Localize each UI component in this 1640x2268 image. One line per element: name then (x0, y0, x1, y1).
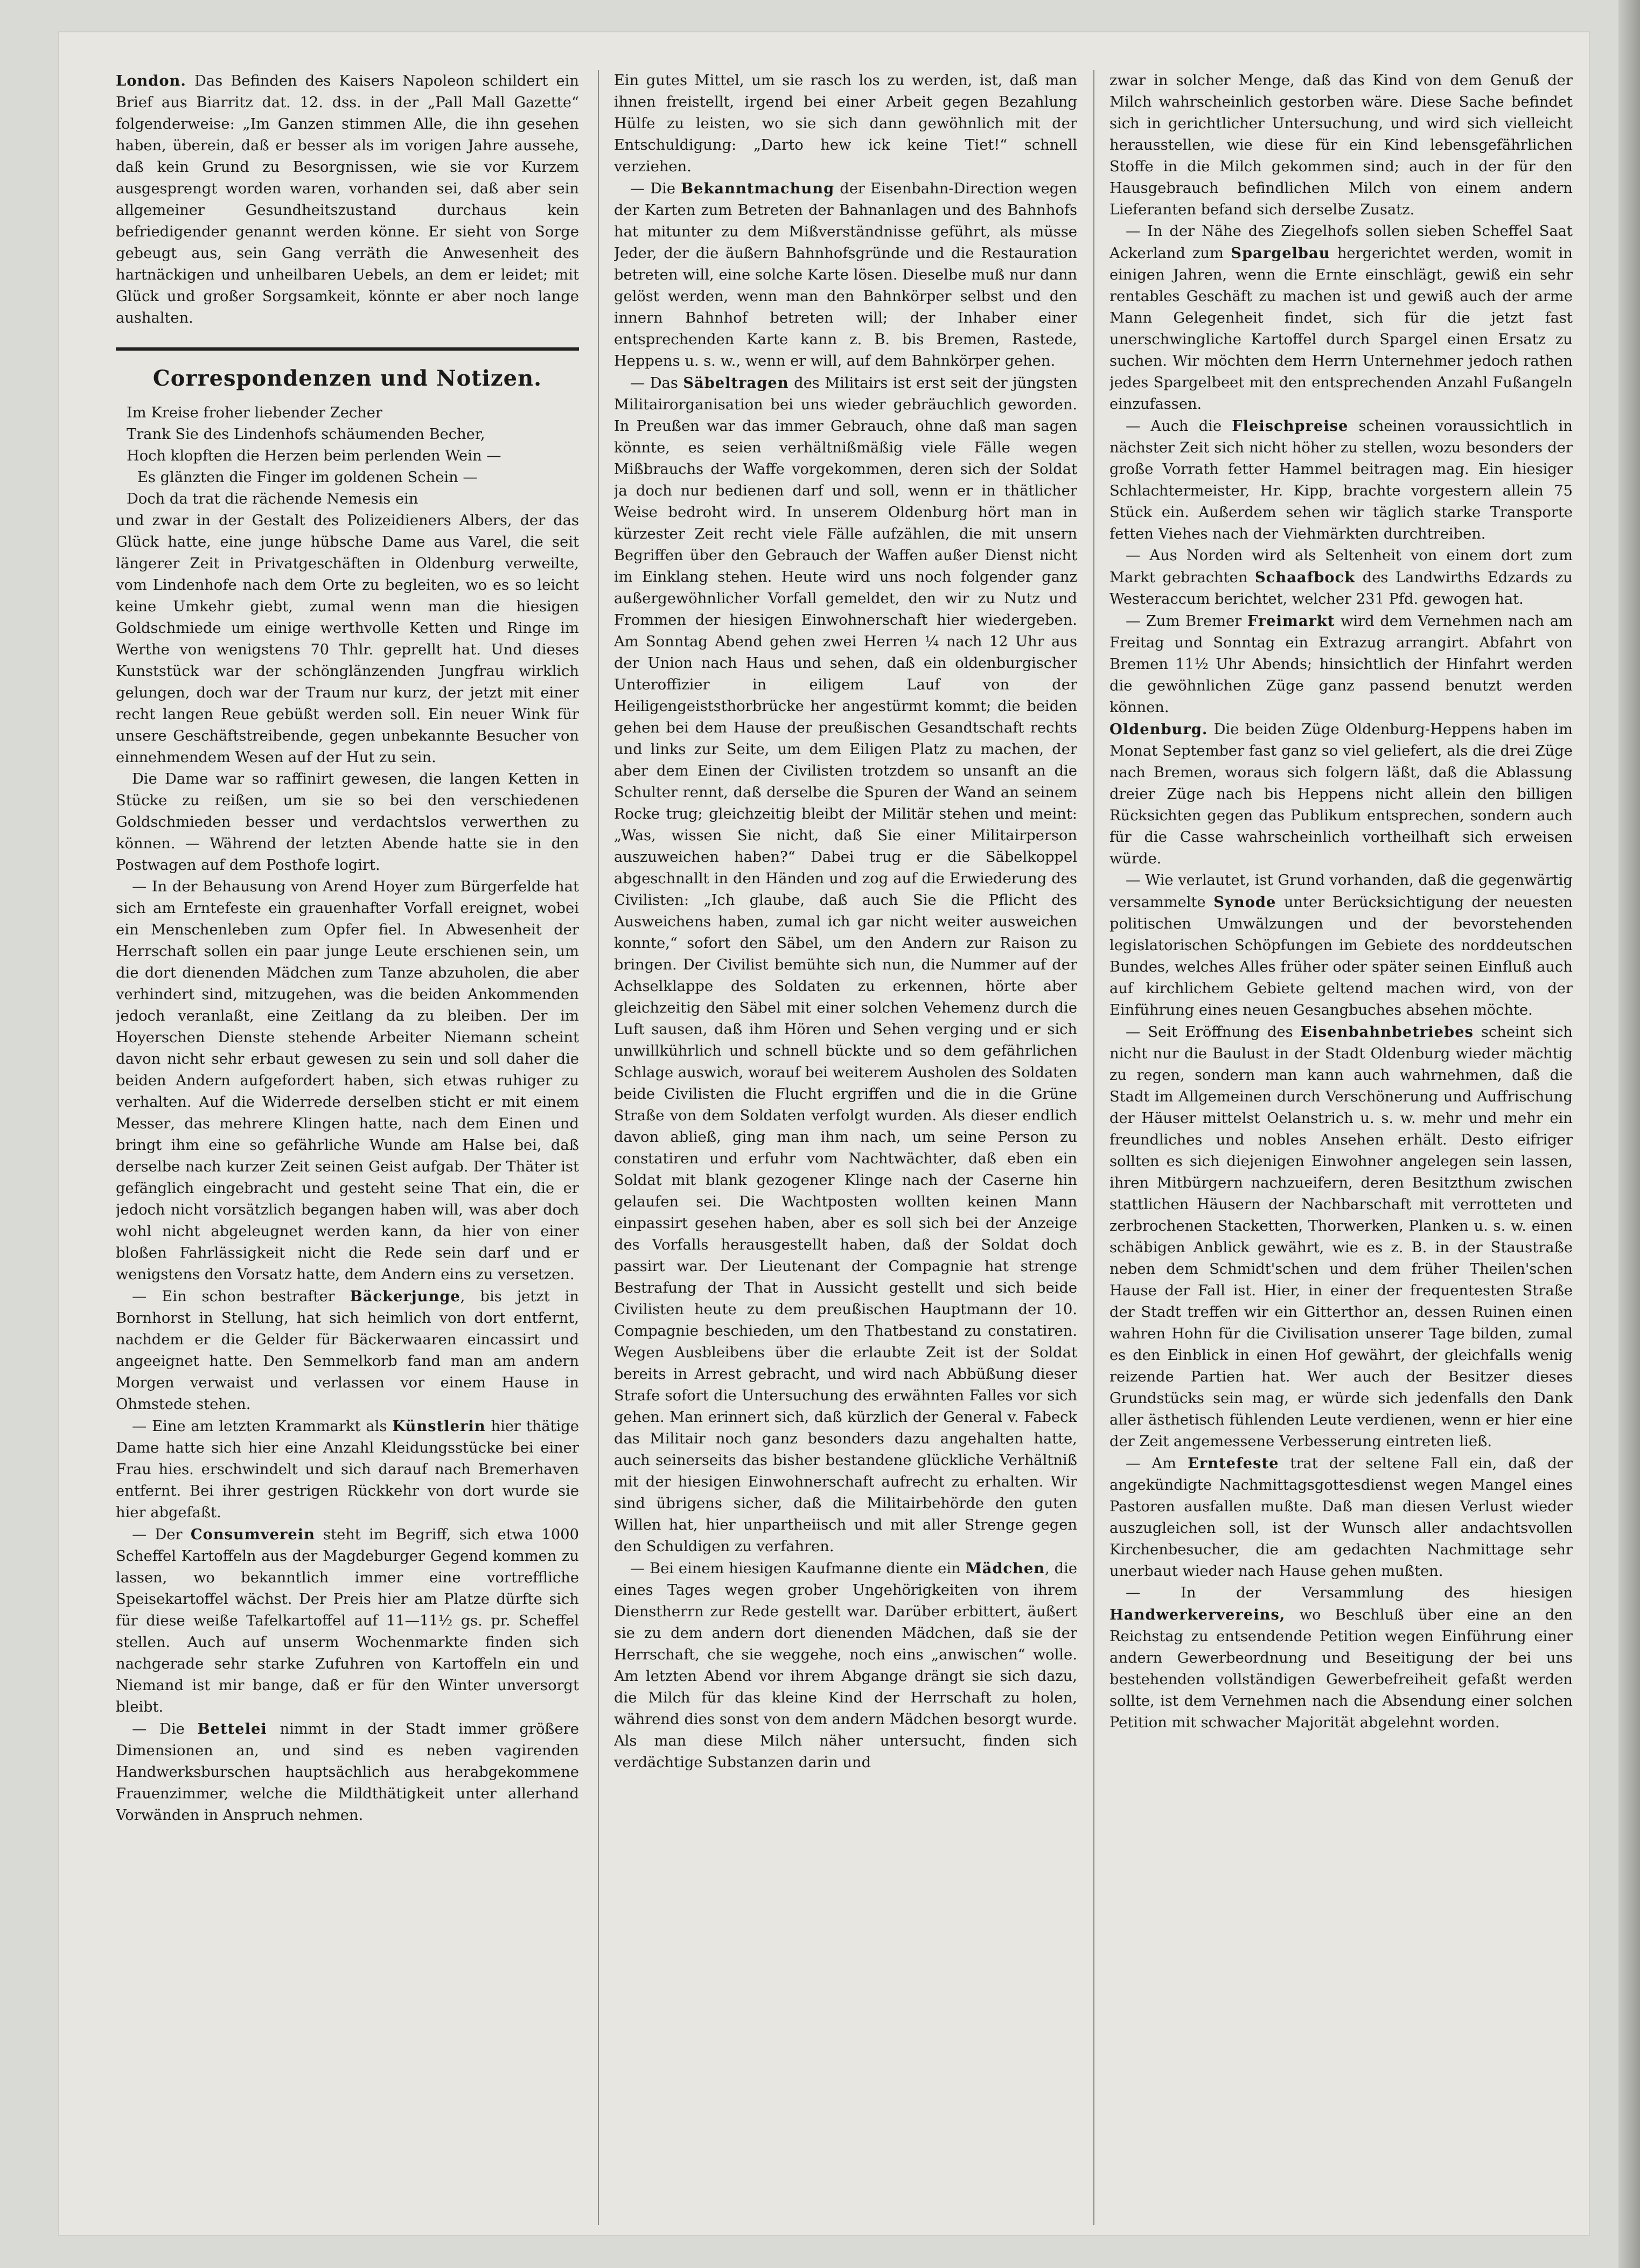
text-run: — Am (1126, 1455, 1176, 1472)
text-run: — Auch die (1126, 418, 1222, 435)
page-edge (1618, 0, 1640, 2268)
text-run: nimmt in der Stadt immer größere Dimensionen an, und sind es neben vagirenden Handwerksburschen hauptsächlich aus herabgekommene Frauenzimmer, welche die Mildthätigkeit unter allerhand Vorwänden in Anspruch nehmen. (116, 1721, 579, 1824)
text-run: unter Berücksichtigung der neuesten politischen Umwälzungen und der bevorstehenden legislatorischen Schöpfungen im Gebiete des norddeutschen Bundes, welches Alles früher oder später seinen Einfluß auch auf kirchlichem Gebiete geltend machen wird, von der Einführung eines neuen Gesangbuches absehen möchte. (1109, 894, 1573, 1018)
poem-line: Trank Sie des Lindenhofs schäumenden Becher, (127, 426, 485, 443)
article-paragraph (1109, 221, 1573, 415)
article-keyword: Bettelei (197, 1720, 267, 1737)
article-keyword: Fleischpreise (1232, 417, 1349, 435)
article-paragraph (614, 178, 1077, 372)
article-keyword: Schaafbock (1255, 569, 1356, 586)
text-run: trat der seltene Fall ein, daß der angekündigte Nachmittagsgottesdienst wegen Mangel eines Pastoren ausfallen mußte. Daß man diesen Verlust wieder auszugleichen soll, ist der Wunsch aller andachtsvollen Kirchenbesucher, die am gedachten Nachmittage sehr unerbaut wieder nach Hause gehen mußten. (1109, 1455, 1573, 1580)
poem-line: Hoch klopften die Herzen beim perlenden Wein — (127, 448, 501, 464)
text-run: des Militairs ist erst seit der jüngsten Militairorganisation bei uns wieder gebräuchlich geworden. In Preußen war das immer Gebrauch, ohne daß man sagen könnte, es seien verhältnißmäßig viele Fälle wegen Mißbrauchs der Waffe vorgekommen, deren sich der Soldat ja doch nur bedienen darf und soll, wenn er in thätlicher Weise bedroht wird. In unserem Oldenburg hört man in kürzester Zeit recht viele Fälle aufzählen, die mit unsern Begriffen über den Gebrauch der Waffen außer Dienst nicht im Einklang stehen. Heute wird uns noch folgender ganz außergewöhnlicher Vorfall gemeldet, den wir zu Nutz und Frommen der hiesigen Einwohnerschaft hier wiedergeben. Am Sonntag Abend gehen zwei Herren ¼ nach 12 Uhr aus der Union nach Haus und sehen, daß ein oldenburgischer Unteroffizier in eiligem Lauf von der Heiligengeiststhorbrücke her angestürmt kommt; die beiden gehen bei dem Hause der preußischen Gesandtschaft rechts und links zur Seite, um dem Eiligen Platz zu machen, der aber dem Einen der Civilisten trotzdem so unsanft an die Schulter rennt, daß derselbe die Spuren der Wand an seinem Rocke trug; gleichzeitig bleibt der Militär stehen und meint: „Was, wissen Sie nicht, daß Sie einer Militairperson auszuweichen haben?“ Dabei trug er die Säbelkoppel abgeschnallt in den Händen und zog auf die Erwiederung des Civilisten: „Ich glaube, daß auch Sie die Pflicht des Ausweichens haben, zumal ich gar nicht weiter ausweichen konnte,“ sofort den Säbel, um den Andern zur Raison zu bringen. Der Civilist bemühte sich nun, die Nummer auf der Achselklappe des Soldaten zu erkennen, hörte aber gleichzeitig den Säbel mit einer solchen Vehemenz durch die Luft sausen, daß ihm Hören und Sehen verging und er sich unwillkührlich und schnell bückte und so dem gefährlichen Schlage auswich, worauf bei weiterem Ausholen des Soldaten beide Civilisten die Flucht ergriffen und die in die Grüne Straße von dem Soldaten verfolgt wurden. Als dieser endlich davon abließ, ging man ihm nach, um seine Person zu constatiren und erfuhr vom Nachtwächter, daß eben ein Soldat mit blank gezogener Klinge nach der Caserne hin gelaufen sei. Die Wachtposten wollten keinen Mann einpassirt gesehen haben, aber es soll sich bei der Anzeige des Vorfalls herausgestellt haben, daß der Soldat doch passirt war. Der Lieutenant der Compagnie hat strenge Bestrafung der That in Aussicht gestellt und sich beide Civilisten heute zu dem preußischen Hauptmann der 10. Compagnie beschieden, um den Thatbestand zu constatiren. Wegen Ausbleibens über die erlaubte Zeit ist der Soldat bereits in Arrest gebracht, und wird nach Abbüßung dieser Strafe sofort die Untersuchung des erwähnten Falles vor sich gehen. Man erinnert sich, daß kürzlich der General v. Fabeck das Militair noch ganz besonders dazu angehalten hatte, auch seinerseits das bisher bestandene glückliche Verhältniß mit der hiesigen Einwohnerschaft aufrecht zu erhalten. Wir sind übrigens sicher, daß die Militairbehörde den guten Willen hat, hier unpartheiisch und mit aller Strenge gegen den Schuldigen zu verfahren. (614, 375, 1077, 1555)
text-run: — Die (132, 1721, 185, 1737)
text-run: Die beiden Züge Oldenburg-Heppens haben im Monat September fast ganz so viel geliefert, als die drei Züge nach Bremen, woraus sich folgern läßt, daß die Ablassung dreier Züge nach bis Heppens nicht allein den billigen Rücksichten gegen das Publikum entsprechen, sondern auch für die Casse wahrscheinlich vortheilhaft sich erweisen würde. (1109, 721, 1573, 867)
article-keyword: Erntefeste (1187, 1455, 1279, 1472)
poem (116, 402, 579, 510)
article-keyword: Freimarkt (1247, 612, 1335, 630)
text-run: wo Beschluß über eine an den Reichstag zu entsendende Petition wegen Einführung einer andern Gewerbeordnung und Beseitigung der bei uns bestehenden vollständigen Gewerbefreiheit gefaßt werden sollte, ist dem Vernehmen nach die Absendung einer solchen Petition mit schwacher Majorität abgelehnt worden. (1109, 1607, 1573, 1731)
text-run: des Landwirths Edzards zu Westeraccum berichtet, welcher 231 Pfd. gewogen hat. (1109, 569, 1573, 608)
article-keyword: Handwerkervereins, (1109, 1606, 1286, 1623)
poem-line: Im Kreise froher liebender Zecher (127, 404, 382, 421)
text-run: scheinen voraussichtlich in nächster Zeit sich nicht höher zu stellen, wozu besonders der große Vorrath fetter Hammel beitragen mag. Ein hiesiger Schlachtermeister, Hr. Kipp, brachte vorgestern allein 75 Stück ein. Außerdem sehen wir täglich starke Transporte fetten Viehes nach der Viehmärkten durchtreiben. (1109, 418, 1573, 542)
column-divider (598, 70, 599, 2225)
article-paragraph: zwar in solcher Menge, daß das Kind von dem Genuß der Milch wahrscheinlich gestorben wäre. Diese Sache befindet sich in gerichtlicher Untersuchung, und wird sich vielleicht herausstellen, wie diese für ein Kind lebensgefährlichen Stoffe in die Milch gekommen sind; auch in der für den Hausgebrauch befindlichen Milch von einem andern Lieferanten befand sich derselbe Zusatz. (1109, 72, 1573, 218)
article-paragraph (1109, 610, 1573, 718)
article-paragraph (614, 372, 1077, 1558)
text-run: — Zum Bremer (1126, 613, 1242, 630)
article-paragraph: und zwar in der Gestalt des Polizeidieners Albers, der das Glück hatte, eine junge hübsche Dame aus Varel, die seit längerer Zeit in Privatgeschäften in Oldenburg verweilte, vom Lindenhofe nach dem Orte zu begleiten, wo es so leicht keine Umkehr giebt, zumal wenn man die hiesigen Goldschmiede um einige werthvolle Ketten und Ringe im Werthe von wenigstens 70 Thlr. geprellt hat. Und dieses Kunststück war der schönglänzenden Jungfrau wirklich gelungen, doch war der Traum nur kurz, der jetzt mit einer recht langen Reue gebüßt werden soll. Ein neuer Wink für unsere Geschäftstreibende, gegen unbekannte Besucher von einnehmendem Wesen auf der Hut zu sein. (116, 512, 579, 766)
article-paragraph (1109, 870, 1573, 1021)
article-paragraph (116, 1415, 579, 1524)
text-run: hier thätige Dame hatte sich hier eine Anzahl Kleidungsstücke bei einer Frau hies. erschwindelt und sich darauf nach Bremerhaven entfernt. Bei ihrer gestrigen Rückkehr von dort wurde sie hier abgefaßt. (116, 1418, 579, 1521)
article-keyword: Säbeltragen (683, 374, 789, 392)
text-run: — In der Nähe des Ziegelhofs sollen sieben Scheffel Saat Ackerland zum (1109, 223, 1573, 262)
article-paragraph (614, 1558, 1077, 1774)
article-keyword: Spargelbau (1231, 245, 1330, 262)
text-run: — Aus Norden wird als Seltenheit von einem dort zum Markt gebrachten (1109, 547, 1573, 586)
article-paragraph (1109, 1582, 1573, 1734)
article-keyword: Bekanntmachung (681, 180, 835, 197)
article-paragraph (116, 1286, 579, 1415)
text-run: — Der (132, 1526, 183, 1543)
article-keyword: Künstlerin (392, 1418, 486, 1435)
text-run: — Das (630, 375, 678, 392)
text-run: — Ein schon bestrafter (132, 1288, 335, 1305)
text-run: — Wie verlautet, ist Grund vorhanden, daß die gegenwärtig versammelte (1109, 872, 1573, 911)
section-heading: Correspondenzen und Notizen. (152, 366, 542, 391)
poem-line: Doch da trat die rächende Nemesis ein (127, 491, 418, 507)
text-run: der Eisenbahn-Direction wegen der Karten zum Betreten der Bahnanlagen und des Bahnhofs hat mitunter zu dem Mißverständnisse geführt, als müsse Jeder, der die äußern Bahnhofsgründe und die Restauration betreten will, eine solche Karte lösen. Dieselbe muß nur dann gelöst werden, wenn man den Bahnkörper selbst und den innern Bahnhof betreten will; der Inhaber einer entsprechenden Karte kann z. B. bis Bremen, Rastede, Heppens u. s. w., wenn er will, auf dem Bahnkörper gehen. (614, 180, 1077, 369)
article-paragraph: Ein gutes Mittel, um sie rasch los zu werden, ist, daß man ihnen freistellt, irgend bei einer Arbeit gegen Bezahlung Hülfe zu leisten, wo sie sich dann gewöhnlich mit der Entschuldigung: „Darto hew ick keine Tiet!“ schnell verziehen. (614, 72, 1077, 175)
text-run: — Bei einem hiesigen Kaufmanne diente ein (630, 1560, 961, 1577)
column-divider (1093, 70, 1094, 2225)
text-run: — Die (630, 180, 676, 197)
article-keyword: London. (116, 72, 186, 89)
text-run: wird dem Vernehmen nach am Freitag und Sonntag ein Extrazug arrangirt. Abfahrt von Bremen 11½ Uhr Abends; hinsichtlich der Hinfahrt werden die gewöhnlichen Züge ganz passend benutzt werden können. (1109, 613, 1573, 716)
article-paragraph (1109, 1021, 1573, 1453)
article-paragraph (1109, 718, 1573, 870)
article-paragraph: — In der Behausung von Arend Hoyer zum Bürgerfelde hat sich am Erntefeste ein grauenhafter Vorfall ereignet, wobei ein Menschenleben zum Opfer fiel. In Abwesenheit der Herrschaft sollen ein paar junge Leute erschienen sein, um die dort dienenden Mädchen zum Tanze abzuholen, die aber verhindert sind, mitzugehen, was die beiden Ankommenden jedoch veranlaßt, eine Zeitlang da zu bleiben. Der im Hoyerschen Dienste stehende Arbeiter Niemann scheint davon nicht sehr erbaut gewesen zu sein und soll daher die beiden Andern aufgefordert haben, sich etwas ruhiger zu verhalten. Auf die Widerrede derselben sticht er mit einem Messer‚ das mehrere Klingen hatte, nach dem Einen und bringt ihm eine so gefährliche Wunde am Halse bei, daß derselbe nach kurzer Zeit seinen Geist aufgab. Der Thäter ist gefänglich eingebracht und gesteht seine That ein, die er jedoch nicht vorsätzlich begangen haben will, was aber doch wohl nicht abgeleugnet werden kann, da hier von einer bloßen Fahrlässigkeit nicht die Rede sein darf und er wenigstens den Vorsatz hatte, dem Andern eins zu versetzen. (116, 878, 579, 1283)
text-run: , die eines Tages wegen grober Ungehörigkeiten von ihrem Dienstherrn zur Rede gestellt war. Darüber erbittert, äußert sie zu dem andern dort dienenden Mädchen, daß sie der Herrschaft, che sie weggehe, noch eins „anwischen“ wolle. Am letzten Abend vor ihrem Abgange drängt sie sich dazu, die Milch für das kleine Kind der Herrschaft zu holen, während dies sonst von dem andern Mädchen besorgt wurde. Als man diese Milch näher untersucht, finden sich verdächtige Substanzen darin und (614, 1560, 1077, 1771)
article-paragraph (1109, 415, 1573, 545)
poem-line: Es glänzten die Finger im goldenen Schein — (137, 469, 478, 486)
article-paragraph: Die Dame war so raffinirt gewesen, die langen Ketten in Stücke zu reißen, um sie so bei den verschiedenen Goldschmieden besser und verdachtslos verwerthen zu können. — Während der letzten Abende hatte sie in den Postwagen auf dem Posthofe logirt. (116, 771, 579, 874)
article-paragraph (1109, 1453, 1573, 1582)
article-text: Das Befinden des Kaisers Napoleon schildert ein Brief aus Biarritz dat. 12. dss. in der „Pall Mall Gazette“ folgenderweise: „Im Ganzen stimmen Alle, die ihn gesehen haben, überein, daß er besser als im vorigen Jahre aussehe, daß kein Grund zu Besorgnissen, wie sie vor Kurzem ausgesprengt worden waren, vorhanden sei, daß aber sein allgemeiner Gesundheitszustand durchaus kein befriedigender genannt werden könne. Er sieht von Sorge gebeugt aus, sein Gang verräth die Anwesenheit des hartnäckigen und unheilbaren Uebels, an dem er leidet; mit Glück und großer Sorgsamkeit, könnte er aber noch lange aushalten. (116, 73, 579, 326)
article-paragraph (116, 1718, 579, 1826)
text-run: , bis jetzt in Bornhorst in Stellung, hat sich heimlich von dort entfernt, nachdem er die Gelder für Bäckerwaaren eincassirt und angeeignet hatte. Den Semmelkorb fand man am andern Morgen verwaist und verlassen vor einem Hause in Ohmstede stehen. (116, 1288, 579, 1413)
section-rule (116, 347, 579, 351)
article-keyword: Eisenbahnbetriebes (1300, 1023, 1474, 1041)
text-run: scheint sich nicht nur die Baulust in der Stadt Oldenburg wieder mächtig zu regen, sondern man kann auch wahrnehmen, daß die Stadt im Allgemeinen durch Verschönerung und Auffrischung der Häuser mittelst Oelanstrich u. s. w. mehr und mehr ein freundliches und nobles Ansehen erhält. Desto eifriger sollten es sich diejenigen Einwohner angelegen sein lassen, ihren Mitbürgern nachzueifern, deren Besitzthum zwischen stattlichen Häusern der Nachbarschaft mit verrotteten und zerbrochenen Stacketten, Thorwerken, Planken u. s. w. einen schäbigen Anblick gewährt, wie es z. B. in der Staustraße neben dem Schmidt'schen und dem früher Theilen'schen Hause der Fall ist. Hier, in einer der frequentesten Straße der Stadt treffen wir ein Gitterthor an, dessen Ruinen einen wahren Hohn für die Civilisation unserer Tage bilden, zumal es den Einblick in einen Hof gewährt, der gleichfalls wenig reizende Partien hat. Wer auch der Besitzer dieses Grundstücks sein mag, er würde sich jedenfalls den Dank aller ästhetisch fühlenden Leute verdienen, wenn er hier eine der Zeit angemessene Verbesserung eintreten ließ. (1109, 1024, 1573, 1450)
column-3 (1109, 70, 1573, 2225)
article-keyword: Bäckerjunge (350, 1288, 460, 1305)
article-paragraph (1109, 545, 1573, 610)
article-keyword: Consumverein (190, 1526, 315, 1543)
article-london (116, 70, 579, 329)
column-1 (116, 70, 579, 2225)
article-keyword: Mädchen (965, 1560, 1045, 1577)
article-paragraph (116, 1524, 579, 1718)
text-run: hergerichtet werden, womit in einigen Jahren, wenn die Ernte einschlägt, gewiß ein sehr rentables Geschäft zu machen ist und gewiß auch der arme Mann Gelegenheit findet, sich für die jetzt fast unerschwingliche Kartoffel durch Spargel einen Ersatz zu suchen. Wir möchten dem Herrn Unternehmer jedoch rathen jedes Spargelbeet mit den entsprechenden Anzahl Fußangeln einzufassen. (1109, 245, 1573, 413)
text-run: — Seit Eröffnung des (1126, 1024, 1293, 1041)
column-2 (614, 70, 1077, 2225)
text-run: — Eine am letzten Krammarkt als (132, 1418, 387, 1435)
text-run: steht im Begriff, sich etwa 1000 Scheffel Kartoffeln aus der Magdeburger Gegend kommen zu lassen, wo bekanntlich immer eine vortreffliche Speisekartoffel wächst. Der Preis hier am Platze dürfte sich für diese weiße Tafelkartoffel auf 11—11½ gs. pr. Scheffel stellen. Auch auf unserm Wochenmarkte finden sich nachgerade sehr starke Zufuhren von Kartoffeln ein und Niemand ist mir bange, daß er für den Winter unversorgt bleibt. (116, 1526, 579, 1715)
article-keyword: Oldenburg. (1109, 721, 1208, 738)
article-keyword: Synode (1213, 894, 1276, 911)
text-run: — In der Versammlung des hiesigen (1126, 1585, 1573, 1601)
